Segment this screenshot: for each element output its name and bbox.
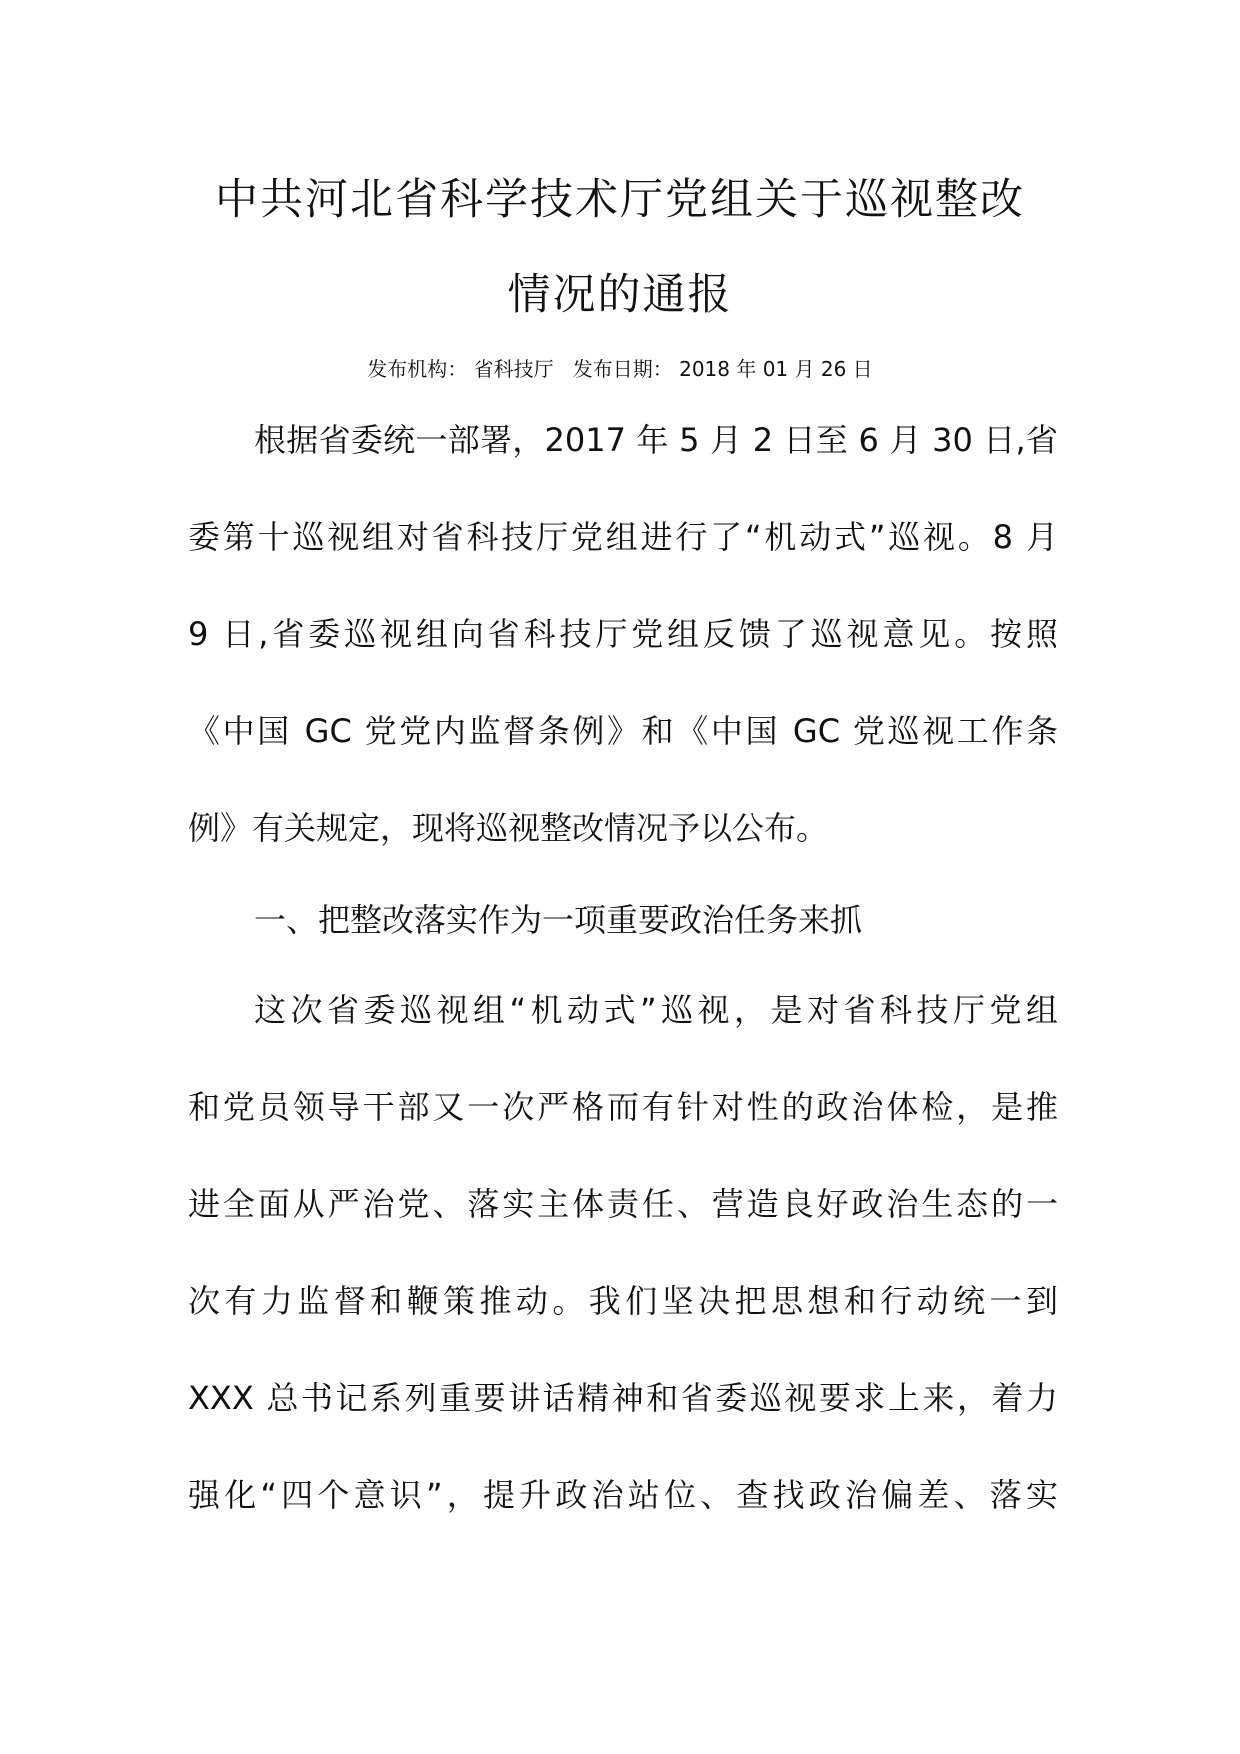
publisher-label: 发布机构： — [367, 357, 468, 381]
body-line-3: 9 日,省委巡视组向省科技厅党组反馈了巡视意见。按照 — [188, 615, 1058, 653]
document-title-line-2: 情况的通报 — [507, 270, 733, 320]
publisher-value: 省科技厅 — [473, 357, 554, 381]
body-line-9: 进全面从严治党、落实主体责任、营造良好政治生态的一 — [188, 1185, 1058, 1223]
body-line-10: 次有力监督和鞭策推动。我们坚决把思想和行动统一到 — [188, 1282, 1058, 1320]
document-title-line-1: 中共河北省科学技术厅党组关于巡视整改 — [215, 175, 1025, 225]
publish-date-value: 2018 年 01 月 26 日 — [679, 357, 873, 381]
body-line-2: 委第十巡视组对省科技厅党组进行了“机动式”巡视。8 月 — [188, 518, 1058, 556]
publication-meta — [0, 355, 1240, 383]
section-heading-1: 一、把整改落实作为一项重要政治任务来抓 — [254, 901, 863, 939]
body-line-7: 这次省委巡视组“机动式”巡视，是对省科技厅党组 — [254, 991, 1058, 1029]
body-line-4: 《中国 GC 党党内监督条例》和《中国 GC 党巡视工作条 — [188, 712, 1058, 750]
publish-date-label: 发布日期： — [572, 357, 673, 381]
body-line-1: 根据省委统一部署，2017 年 5 月 2 日至 6 月 30 日,省 — [254, 421, 1058, 459]
body-line-8: 和党员领导干部又一次严格而有针对性的政治体检，是推 — [188, 1088, 1058, 1126]
body-line-11: XXX 总书记系列重要讲话精神和省委巡视要求上来，着力 — [188, 1379, 1058, 1417]
body-line-5: 例》有关规定，现将巡视整改情况予以公布。 — [188, 809, 829, 847]
body-line-12: 强化“四个意识”，提升政治站位、查找政治偏差、落实 — [188, 1476, 1058, 1514]
